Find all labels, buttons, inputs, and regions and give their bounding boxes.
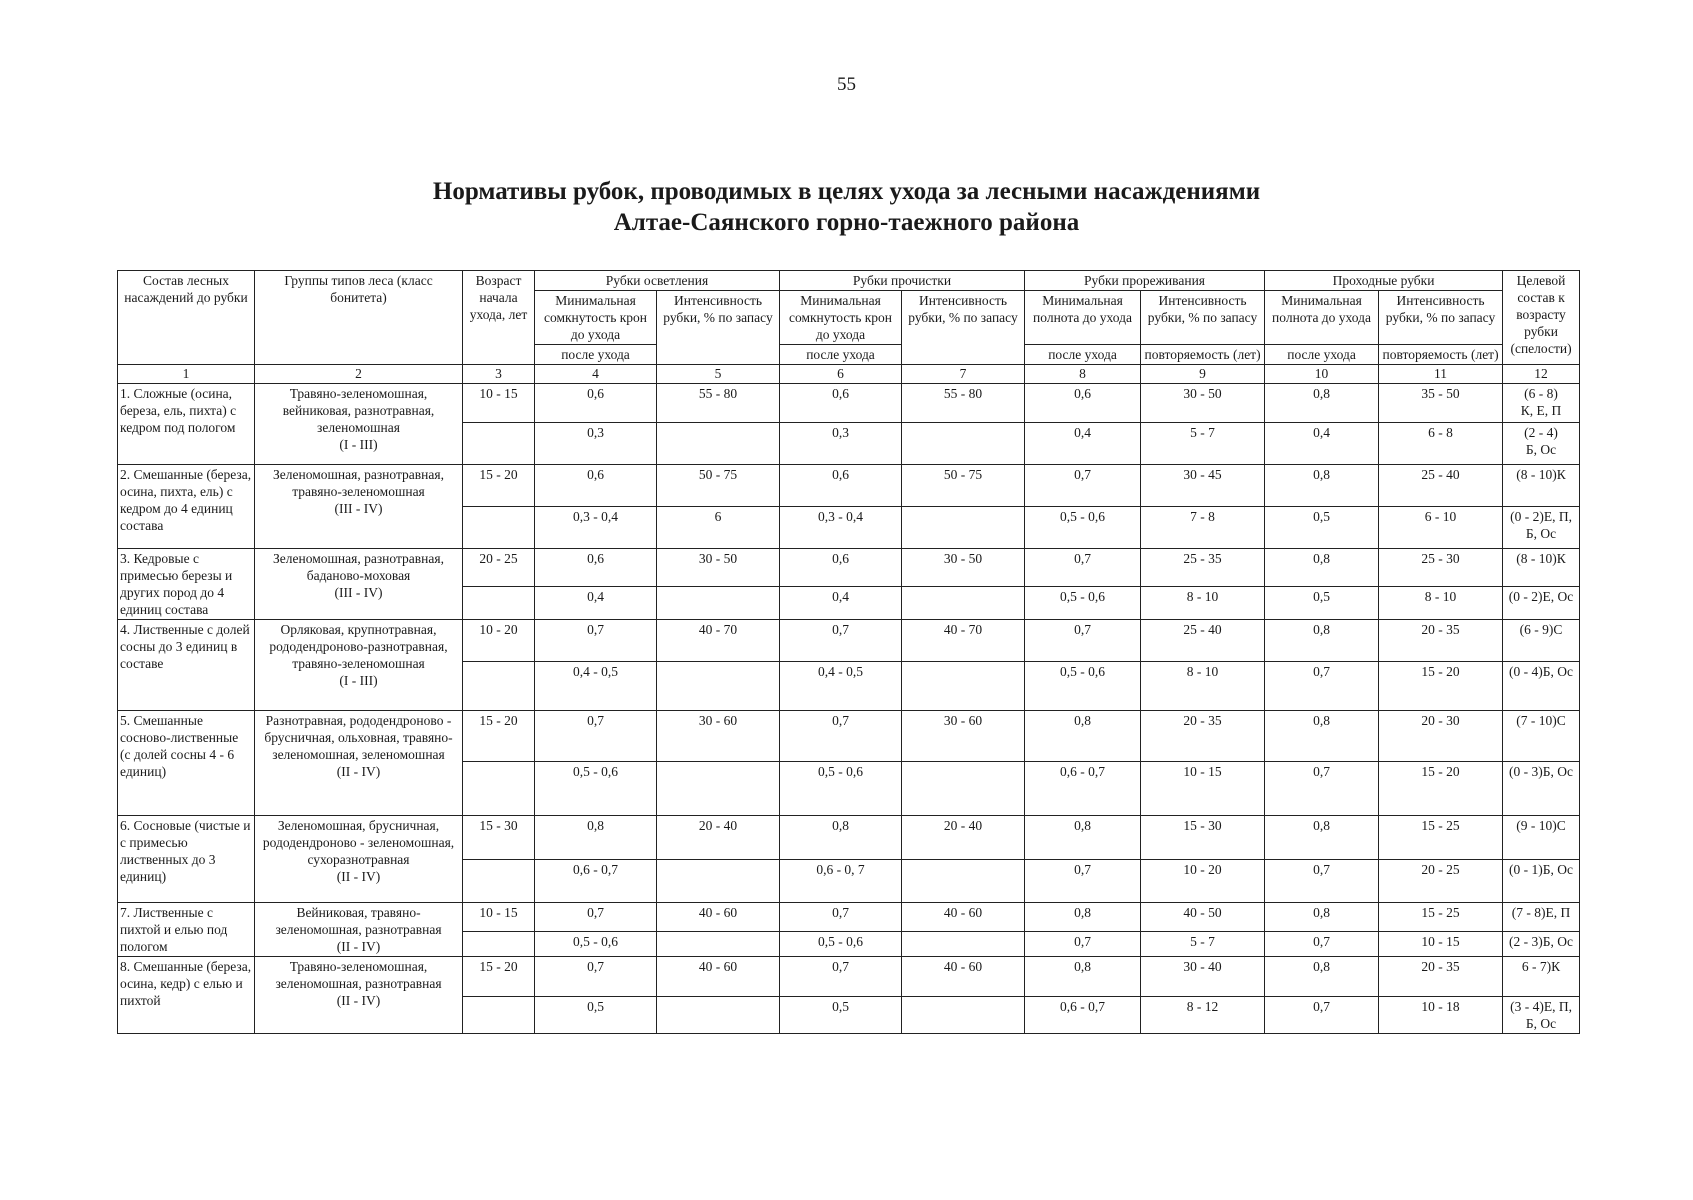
forest-group-cell: Зеленомошная, разнотравная, баданово-моховая (III - IV): [255, 549, 463, 620]
value-cell: 0,8: [1025, 957, 1141, 997]
value-cell: 0,4: [780, 586, 902, 619]
column-numbers-row: [118, 365, 1580, 384]
value-cell: 0,6: [780, 549, 902, 587]
value-cell: [902, 860, 1025, 903]
target-composition-cell: (6 - 8) К, Е, П: [1503, 384, 1580, 423]
value-cell: 0,4: [1025, 423, 1141, 465]
value-cell: 0,5 - 0,6: [1025, 586, 1141, 619]
value-cell: 15 - 20: [1379, 662, 1503, 711]
value-cell: 0,6: [535, 465, 657, 507]
value-cell: 0,6 - 0,7: [1025, 997, 1141, 1034]
column-number: 11: [1379, 365, 1503, 384]
age-cell: 15 - 20: [463, 711, 535, 762]
value-cell: [902, 762, 1025, 816]
header-target: Целевой состав к возрасту рубки (спелости): [1503, 271, 1580, 365]
value-cell: 0,5: [1265, 586, 1379, 619]
value-cell: 40 - 70: [657, 620, 780, 662]
column-number: 1: [118, 365, 255, 384]
value-cell: 30 - 50: [902, 549, 1025, 587]
value-cell: [902, 507, 1025, 549]
value-cell: 0,4: [535, 586, 657, 619]
value-cell: 30 - 60: [902, 711, 1025, 762]
value-cell: 0,3 - 0,4: [780, 507, 902, 549]
table-row: [118, 816, 1580, 860]
table-row: [118, 620, 1580, 662]
value-cell: 0,8: [1265, 620, 1379, 662]
composition-cell: 8. Смешанные (береза, осина, кедр) с елью и пихтой: [118, 957, 255, 1034]
value-cell: [657, 997, 780, 1034]
value-cell: 0,8: [1025, 816, 1141, 860]
value-cell: 0,7: [1265, 762, 1379, 816]
value-cell: 0,4: [1265, 423, 1379, 465]
table-row: [118, 384, 1580, 423]
value-cell: 0,7: [780, 903, 902, 932]
value-cell: 7 - 8: [1141, 507, 1265, 549]
forest-group-cell: Травяно-зеленомошная, вейниковая, разнотравная, зеленомошная (I - III): [255, 384, 463, 465]
value-cell: 0,7: [1025, 932, 1141, 957]
target-composition-cell: (2 - 3)Б, Ос: [1503, 932, 1580, 957]
header-cut-name: Проходные рубки: [1265, 271, 1503, 291]
value-cell: 0,5 - 0,6: [780, 762, 902, 816]
forest-group-cell: Зеленомошная, разнотравная, травяно-зеленомошная (III - IV): [255, 465, 463, 549]
value-cell: 0,8: [1265, 465, 1379, 507]
forest-group-cell: Вейниковая, травяно-зеленомошная, разнотравная (II - IV): [255, 903, 463, 957]
value-cell: 50 - 75: [902, 465, 1025, 507]
value-cell: [657, 860, 780, 903]
value-cell: [902, 586, 1025, 619]
value-cell: 35 - 50: [1379, 384, 1503, 423]
value-cell: 25 - 35: [1141, 549, 1265, 587]
value-cell: 40 - 60: [902, 957, 1025, 997]
value-cell: 0,5 - 0,6: [1025, 662, 1141, 711]
target-composition-cell: (2 - 4) Б, Ос: [1503, 423, 1580, 465]
value-cell: 40 - 60: [657, 903, 780, 932]
value-cell: 10 - 15: [1141, 762, 1265, 816]
value-cell: 30 - 60: [657, 711, 780, 762]
target-composition-cell: (9 - 10)С: [1503, 816, 1580, 860]
value-cell: 0,5 - 0,6: [535, 932, 657, 957]
value-cell: 0,4 - 0,5: [780, 662, 902, 711]
header-min-after: после ухода: [535, 345, 657, 365]
value-cell: 6 - 8: [1379, 423, 1503, 465]
value-cell: 8 - 10: [1141, 586, 1265, 619]
value-cell: 0,5: [535, 997, 657, 1034]
value-cell: 25 - 30: [1379, 549, 1503, 587]
value-cell: [657, 423, 780, 465]
column-number: 2: [255, 365, 463, 384]
target-composition-cell: (7 - 8)Е, П: [1503, 903, 1580, 932]
value-cell: 8 - 12: [1141, 997, 1265, 1034]
composition-cell: 1. Сложные (осина, береза, ель, пихта) с кедром под пологом: [118, 384, 255, 465]
age-cell: 15 - 20: [463, 465, 535, 507]
value-cell: 0,6 - 0,7: [1025, 762, 1141, 816]
value-cell: [657, 932, 780, 957]
value-cell: [902, 997, 1025, 1034]
value-cell: 40 - 70: [902, 620, 1025, 662]
target-composition-cell: (8 - 10)К: [1503, 549, 1580, 587]
value-cell: 10 - 18: [1379, 997, 1503, 1034]
target-composition-cell: (0 - 2)Е, Ос: [1503, 586, 1580, 619]
table-row: [118, 957, 1580, 997]
value-cell: 0,7: [1025, 549, 1141, 587]
value-cell: 0,8: [1265, 711, 1379, 762]
value-cell: 0,7: [535, 903, 657, 932]
value-cell: 5 - 7: [1141, 423, 1265, 465]
target-composition-cell: (0 - 2)Е, П, Б, Ос: [1503, 507, 1580, 549]
header-age: Возраст начала ухода, лет: [463, 271, 535, 365]
forest-group-cell: Травяно-зеленомошная, зеленомошная, разнотравная (II - IV): [255, 957, 463, 1034]
value-cell: 20 - 35: [1379, 620, 1503, 662]
table-row: [118, 903, 1580, 932]
value-cell: [902, 423, 1025, 465]
value-cell: 55 - 80: [902, 384, 1025, 423]
value-cell: 0,8: [1265, 549, 1379, 587]
composition-cell: 7. Лиственные с пихтой и елью под пологом: [118, 903, 255, 957]
value-cell: 0,8: [780, 816, 902, 860]
header-min-after: после ухода: [780, 345, 902, 365]
value-cell: 55 - 80: [657, 384, 780, 423]
value-cell: 0,8: [1025, 903, 1141, 932]
value-cell: 20 - 30: [1379, 711, 1503, 762]
header-cut-name: Рубки прочистки: [780, 271, 1025, 291]
value-cell: 20 - 35: [1379, 957, 1503, 997]
value-cell: 20 - 40: [902, 816, 1025, 860]
target-composition-cell: (7 - 10)С: [1503, 711, 1580, 762]
value-cell: [657, 586, 780, 619]
value-cell: 0,6: [535, 384, 657, 423]
column-number: 9: [1141, 365, 1265, 384]
age-cell-empty: [463, 423, 535, 465]
value-cell: 50 - 75: [657, 465, 780, 507]
value-cell: 0,7: [1265, 860, 1379, 903]
value-cell: 0,8: [535, 816, 657, 860]
value-cell: 0,7: [1265, 932, 1379, 957]
age-cell-empty: [463, 762, 535, 816]
header-forest-groups: Группы типов леса (класс бонитета): [255, 271, 463, 365]
value-cell: [657, 762, 780, 816]
value-cell: 15 - 20: [1379, 762, 1503, 816]
age-cell: 20 - 25: [463, 549, 535, 587]
age-cell-empty: [463, 860, 535, 903]
age-cell-empty: [463, 997, 535, 1034]
target-composition-cell: (6 - 9)С: [1503, 620, 1580, 662]
value-cell: 40 - 60: [657, 957, 780, 997]
age-cell-empty: [463, 507, 535, 549]
header-cut-name: Рубки прореживания: [1025, 271, 1265, 291]
norms-table: [117, 270, 1580, 1034]
target-composition-cell: (3 - 4)Е, П, Б, Ос: [1503, 997, 1580, 1034]
value-cell: 0,7: [780, 957, 902, 997]
target-composition-cell: (8 - 10)К: [1503, 465, 1580, 507]
age-cell: 15 - 20: [463, 957, 535, 997]
forest-group-cell: Разнотравная, рододендроново - брусничная, ольховная, травяно-зеленомошная, зеленомошная (II - IV): [255, 711, 463, 816]
header-min: Минимальная полнота до ухода: [1265, 291, 1379, 345]
value-cell: 0,7: [1265, 662, 1379, 711]
value-cell: 0,6 - 0, 7: [780, 860, 902, 903]
value-cell: 0,8: [1265, 384, 1379, 423]
value-cell: 6 - 10: [1379, 507, 1503, 549]
header-repeat: повторяемость (лет): [1141, 345, 1265, 365]
composition-cell: 3. Кедровые с примесью березы и других пород до 4 единиц состава: [118, 549, 255, 620]
value-cell: 15 - 25: [1379, 903, 1503, 932]
age-cell: 10 - 15: [463, 903, 535, 932]
header-min-after: после ухода: [1025, 345, 1141, 365]
age-cell: 10 - 20: [463, 620, 535, 662]
value-cell: 15 - 30: [1141, 816, 1265, 860]
header-min: Минимальная полнота до ухода: [1025, 291, 1141, 345]
value-cell: 30 - 50: [657, 549, 780, 587]
value-cell: 15 - 25: [1379, 816, 1503, 860]
header-min-after: после ухода: [1265, 345, 1379, 365]
title-line-1: Нормативы рубок, проводимых в целях ухода за лесными насаждениями: [432, 178, 1261, 205]
column-number: 7: [902, 365, 1025, 384]
value-cell: 0,6: [780, 384, 902, 423]
page-number: 55: [837, 74, 856, 95]
value-cell: 10 - 15: [1379, 932, 1503, 957]
age-cell-empty: [463, 932, 535, 957]
value-cell: 0,8: [1025, 711, 1141, 762]
forest-group-cell: Орляковая, крупнотравная, рододендроново-разнотравная, травяно-зеленомошная (I - III): [255, 620, 463, 711]
target-composition-cell: 6 - 7)К: [1503, 957, 1580, 997]
value-cell: 10 - 20: [1141, 860, 1265, 903]
value-cell: 8 - 10: [1141, 662, 1265, 711]
target-composition-cell: (0 - 4)Б, Ос: [1503, 662, 1580, 711]
value-cell: 0,5 - 0,6: [1025, 507, 1141, 549]
table-row: [118, 711, 1580, 762]
age-cell-empty: [463, 586, 535, 619]
page-title: [0, 176, 1693, 238]
composition-cell: 2. Смешанные (береза, осина, пихта, ель) с кедром до 4 единиц состава: [118, 465, 255, 549]
value-cell: [657, 662, 780, 711]
value-cell: 0,3: [780, 423, 902, 465]
composition-cell: 5. Смешанные сосново-лиственные (с долей сосны 4 - 6 единиц): [118, 711, 255, 816]
header-repeat: повторяемость (лет): [1379, 345, 1503, 365]
column-number: 12: [1503, 365, 1580, 384]
value-cell: 0,7: [535, 957, 657, 997]
value-cell: [902, 662, 1025, 711]
header-intensity: Интенсивность рубки, % по запасу: [1141, 291, 1265, 345]
value-cell: 25 - 40: [1379, 465, 1503, 507]
value-cell: 0,3: [535, 423, 657, 465]
value-cell: 5 - 7: [1141, 932, 1265, 957]
table-body: [118, 384, 1580, 1034]
value-cell: 0,7: [1025, 620, 1141, 662]
value-cell: 0,7: [780, 620, 902, 662]
value-cell: 0,7: [1025, 465, 1141, 507]
target-composition-cell: (0 - 1)Б, Ос: [1503, 860, 1580, 903]
value-cell: 20 - 35: [1141, 711, 1265, 762]
header-intensity: Интенсивность рубки, % по запасу: [657, 291, 780, 365]
value-cell: 20 - 25: [1379, 860, 1503, 903]
value-cell: 0,6: [535, 549, 657, 587]
table-row: [118, 465, 1580, 507]
value-cell: [902, 932, 1025, 957]
value-cell: 40 - 50: [1141, 903, 1265, 932]
value-cell: 40 - 60: [902, 903, 1025, 932]
column-number: 5: [657, 365, 780, 384]
header-cut-name: Рубки осветления: [535, 271, 780, 291]
header-composition: Состав лесных насаждений до рубки: [118, 271, 255, 365]
value-cell: 30 - 40: [1141, 957, 1265, 997]
header-min: Минимальная сомкнутость крон до ухода: [535, 291, 657, 345]
value-cell: 0,7: [780, 711, 902, 762]
value-cell: 8 - 10: [1379, 586, 1503, 619]
value-cell: 6: [657, 507, 780, 549]
column-number: 10: [1265, 365, 1379, 384]
value-cell: 0,7: [1025, 860, 1141, 903]
column-number: 3: [463, 365, 535, 384]
value-cell: 0,7: [1265, 997, 1379, 1034]
value-cell: 0,6: [780, 465, 902, 507]
composition-cell: 4. Лиственные с долей сосны до 3 единиц в составе: [118, 620, 255, 711]
target-composition-cell: (0 - 3)Б, Ос: [1503, 762, 1580, 816]
value-cell: 0,6: [1025, 384, 1141, 423]
value-cell: 25 - 40: [1141, 620, 1265, 662]
value-cell: 30 - 50: [1141, 384, 1265, 423]
column-number: 6: [780, 365, 902, 384]
column-number: 4: [535, 365, 657, 384]
value-cell: 0,3 - 0,4: [535, 507, 657, 549]
value-cell: 0,8: [1265, 816, 1379, 860]
value-cell: 0,5 - 0,6: [780, 932, 902, 957]
value-cell: 0,4 - 0,5: [535, 662, 657, 711]
value-cell: 30 - 45: [1141, 465, 1265, 507]
value-cell: 0,8: [1265, 903, 1379, 932]
forest-group-cell: Зеленомошная, брусничная, рододендроново - зеленомошная, сухоразнотравная (II - IV): [255, 816, 463, 903]
header-intensity: Интенсивность рубки, % по запасу: [1379, 291, 1503, 345]
value-cell: 0,8: [1265, 957, 1379, 997]
header-min: Минимальная сомкнутость крон до ухода: [780, 291, 902, 345]
age-cell: 15 - 30: [463, 816, 535, 860]
value-cell: 0,5: [1265, 507, 1379, 549]
value-cell: 0,6 - 0,7: [535, 860, 657, 903]
age-cell: 10 - 15: [463, 384, 535, 423]
age-cell-empty: [463, 662, 535, 711]
composition-cell: 6. Сосновые (чистые и с примесью лиственных до 3 единиц): [118, 816, 255, 903]
value-cell: 20 - 40: [657, 816, 780, 860]
table-header: [118, 271, 1580, 384]
header-intensity: Интенсивность рубки, % по запасу: [902, 291, 1025, 365]
table-row: [118, 549, 1580, 587]
column-number: 8: [1025, 365, 1141, 384]
value-cell: 0,5 - 0,6: [535, 762, 657, 816]
value-cell: 0,5: [780, 997, 902, 1034]
value-cell: 0,7: [535, 711, 657, 762]
value-cell: 0,7: [535, 620, 657, 662]
title-line-2: Алтае-Саянского горно-таежного района: [613, 209, 1080, 236]
